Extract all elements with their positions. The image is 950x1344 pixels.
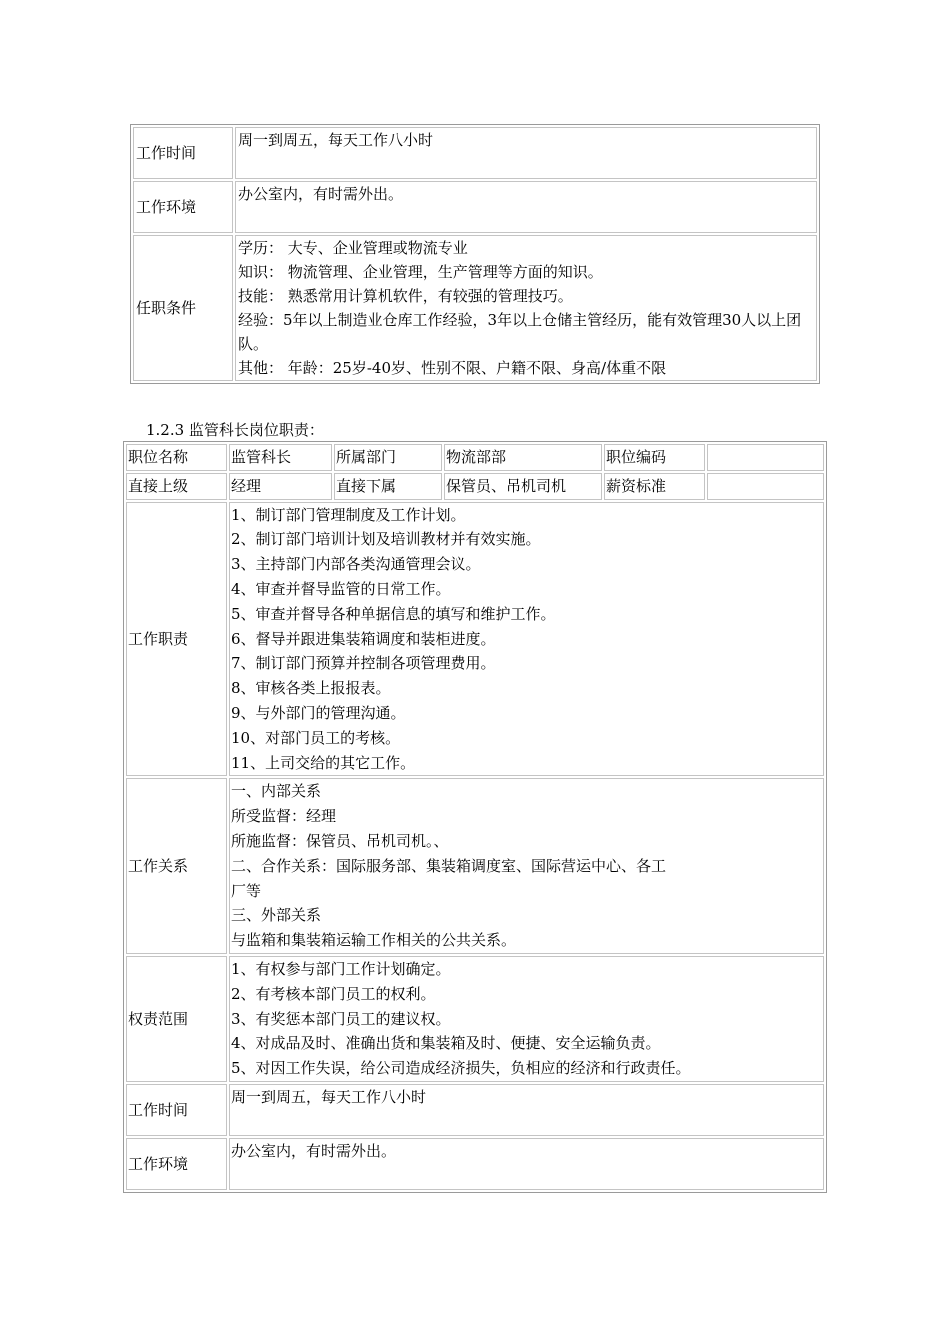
list-item: 二、合作关系：国际服务部、集装箱调度室、国际营运中心、各工 <box>231 856 667 875</box>
row-label: 工作环境 <box>133 181 233 233</box>
text-line: 经验：5年以上制造业仓库工作经验，3年以上仓储主管经历，能有效管理30人以上团队。 <box>238 311 802 353</box>
table-row <box>126 778 824 954</box>
list-item: 3、主持部门内部各类沟通管理会议。 <box>231 555 481 574</box>
list-item: 11、上司交给的其它工作。 <box>231 753 416 772</box>
job-requirements-table <box>130 124 820 384</box>
row-value <box>235 181 817 233</box>
table-cell: 保管员、吊机司机 <box>444 473 602 500</box>
table-cell <box>707 473 824 500</box>
relations-list <box>229 778 824 954</box>
row-label: 工作时间 <box>133 127 233 179</box>
table-cell: 职位编码 <box>604 444 705 471</box>
list-item: 1、有权参与部门工作计划确定。 <box>231 959 451 978</box>
list-item: 8、审核各类上报报表。 <box>231 679 391 698</box>
table-row <box>126 1084 824 1136</box>
text-line: 周一到周五，每天工作八小时 <box>238 131 434 149</box>
row-label: 任职条件 <box>133 235 233 381</box>
list-item: 4、审查并督导监管的日常工作。 <box>231 579 451 598</box>
authority-list <box>229 956 824 1082</box>
list-item: 1、制订部门管理制度及工作计划。 <box>231 505 466 524</box>
table-cell: 物流部部 <box>444 444 602 471</box>
text-line: 周一到周五，每天工作八小时 <box>231 1087 427 1106</box>
list-item: 6、督导并跟进集装箱调度和装柜进度。 <box>231 629 496 648</box>
list-item: 所受监督：经理 <box>231 807 337 826</box>
row-value <box>229 1084 824 1136</box>
list-item: 7、制订部门预算并控制各项管理费用。 <box>231 654 496 673</box>
list-item: 10、对部门员工的考核。 <box>231 728 401 747</box>
table-cell: 职位名称 <box>126 444 227 471</box>
table-cell: 直接上级 <box>126 473 227 500</box>
row-label: 工作关系 <box>126 778 227 954</box>
row-label: 工作职责 <box>126 502 227 777</box>
list-item: 2、制订部门培训计划及培训教材并有效实施。 <box>231 530 541 549</box>
list-item: 所施监督：保管员、吊机司机。、 <box>231 831 449 850</box>
list-item: 5、对因工作失误，给公司造成经济损失，负相应的经济和行政责任。 <box>231 1059 691 1078</box>
row-label: 权责范围 <box>126 956 227 1082</box>
list-item: 与监箱和集装箱运输工作相关的公共关系。 <box>231 931 517 950</box>
table-cell: 直接下属 <box>334 473 442 500</box>
list-item: 三、外部关系 <box>231 906 322 925</box>
row-value <box>229 1138 824 1190</box>
table-cell <box>707 444 824 471</box>
text-line: 其他： 年龄：25岁-40岁、性别不限、户籍不限、身高/体重不限 <box>238 359 667 377</box>
list-item: 9、与外部门的管理沟通。 <box>231 703 406 722</box>
table-row <box>126 502 824 777</box>
table-row <box>133 181 817 233</box>
list-item: 厂等 <box>231 881 262 900</box>
row-value <box>235 127 817 179</box>
table-cell: 所属部门 <box>334 444 442 471</box>
table-cell: 薪资标准 <box>604 473 705 500</box>
table-cell: 经理 <box>229 473 332 500</box>
table-row <box>126 1138 824 1190</box>
list-item: 2、有考核本部门员工的权利。 <box>231 984 436 1003</box>
duties-list <box>229 502 824 777</box>
table-row <box>126 444 824 471</box>
section-heading: 1.2.3 监管科长岗位职责： <box>146 421 324 439</box>
text-line: 办公室内，有时需外出。 <box>231 1141 397 1160</box>
table-row <box>126 956 824 1082</box>
job-duties-table <box>123 441 827 1193</box>
text-line: 办公室内，有时需外出。 <box>238 185 404 203</box>
text-line: 学历： 大专、企业管理或物流专业 <box>238 239 468 257</box>
text-line: 知识： 物流管理、企业管理，生产管理等方面的知识。 <box>238 263 603 281</box>
table-row <box>133 127 817 179</box>
table-cell: 监管科长 <box>229 444 332 471</box>
list-item: 5、审查并督导各种单据信息的填写和维护工作。 <box>231 604 556 623</box>
list-item: 一、内部关系 <box>231 782 322 801</box>
table-row <box>133 235 817 381</box>
table-row <box>126 473 824 500</box>
row-label: 工作时间 <box>126 1084 227 1136</box>
list-item: 3、有奖惩本部门员工的建议权。 <box>231 1009 451 1028</box>
text-line: 技能： 熟悉常用计算机软件，有较强的管理技巧。 <box>238 287 573 305</box>
list-item: 4、对成品及时、准确出货和集装箱及时、便捷、安全运输负责。 <box>231 1034 661 1053</box>
row-label: 工作环境 <box>126 1138 227 1190</box>
row-value <box>235 235 817 381</box>
